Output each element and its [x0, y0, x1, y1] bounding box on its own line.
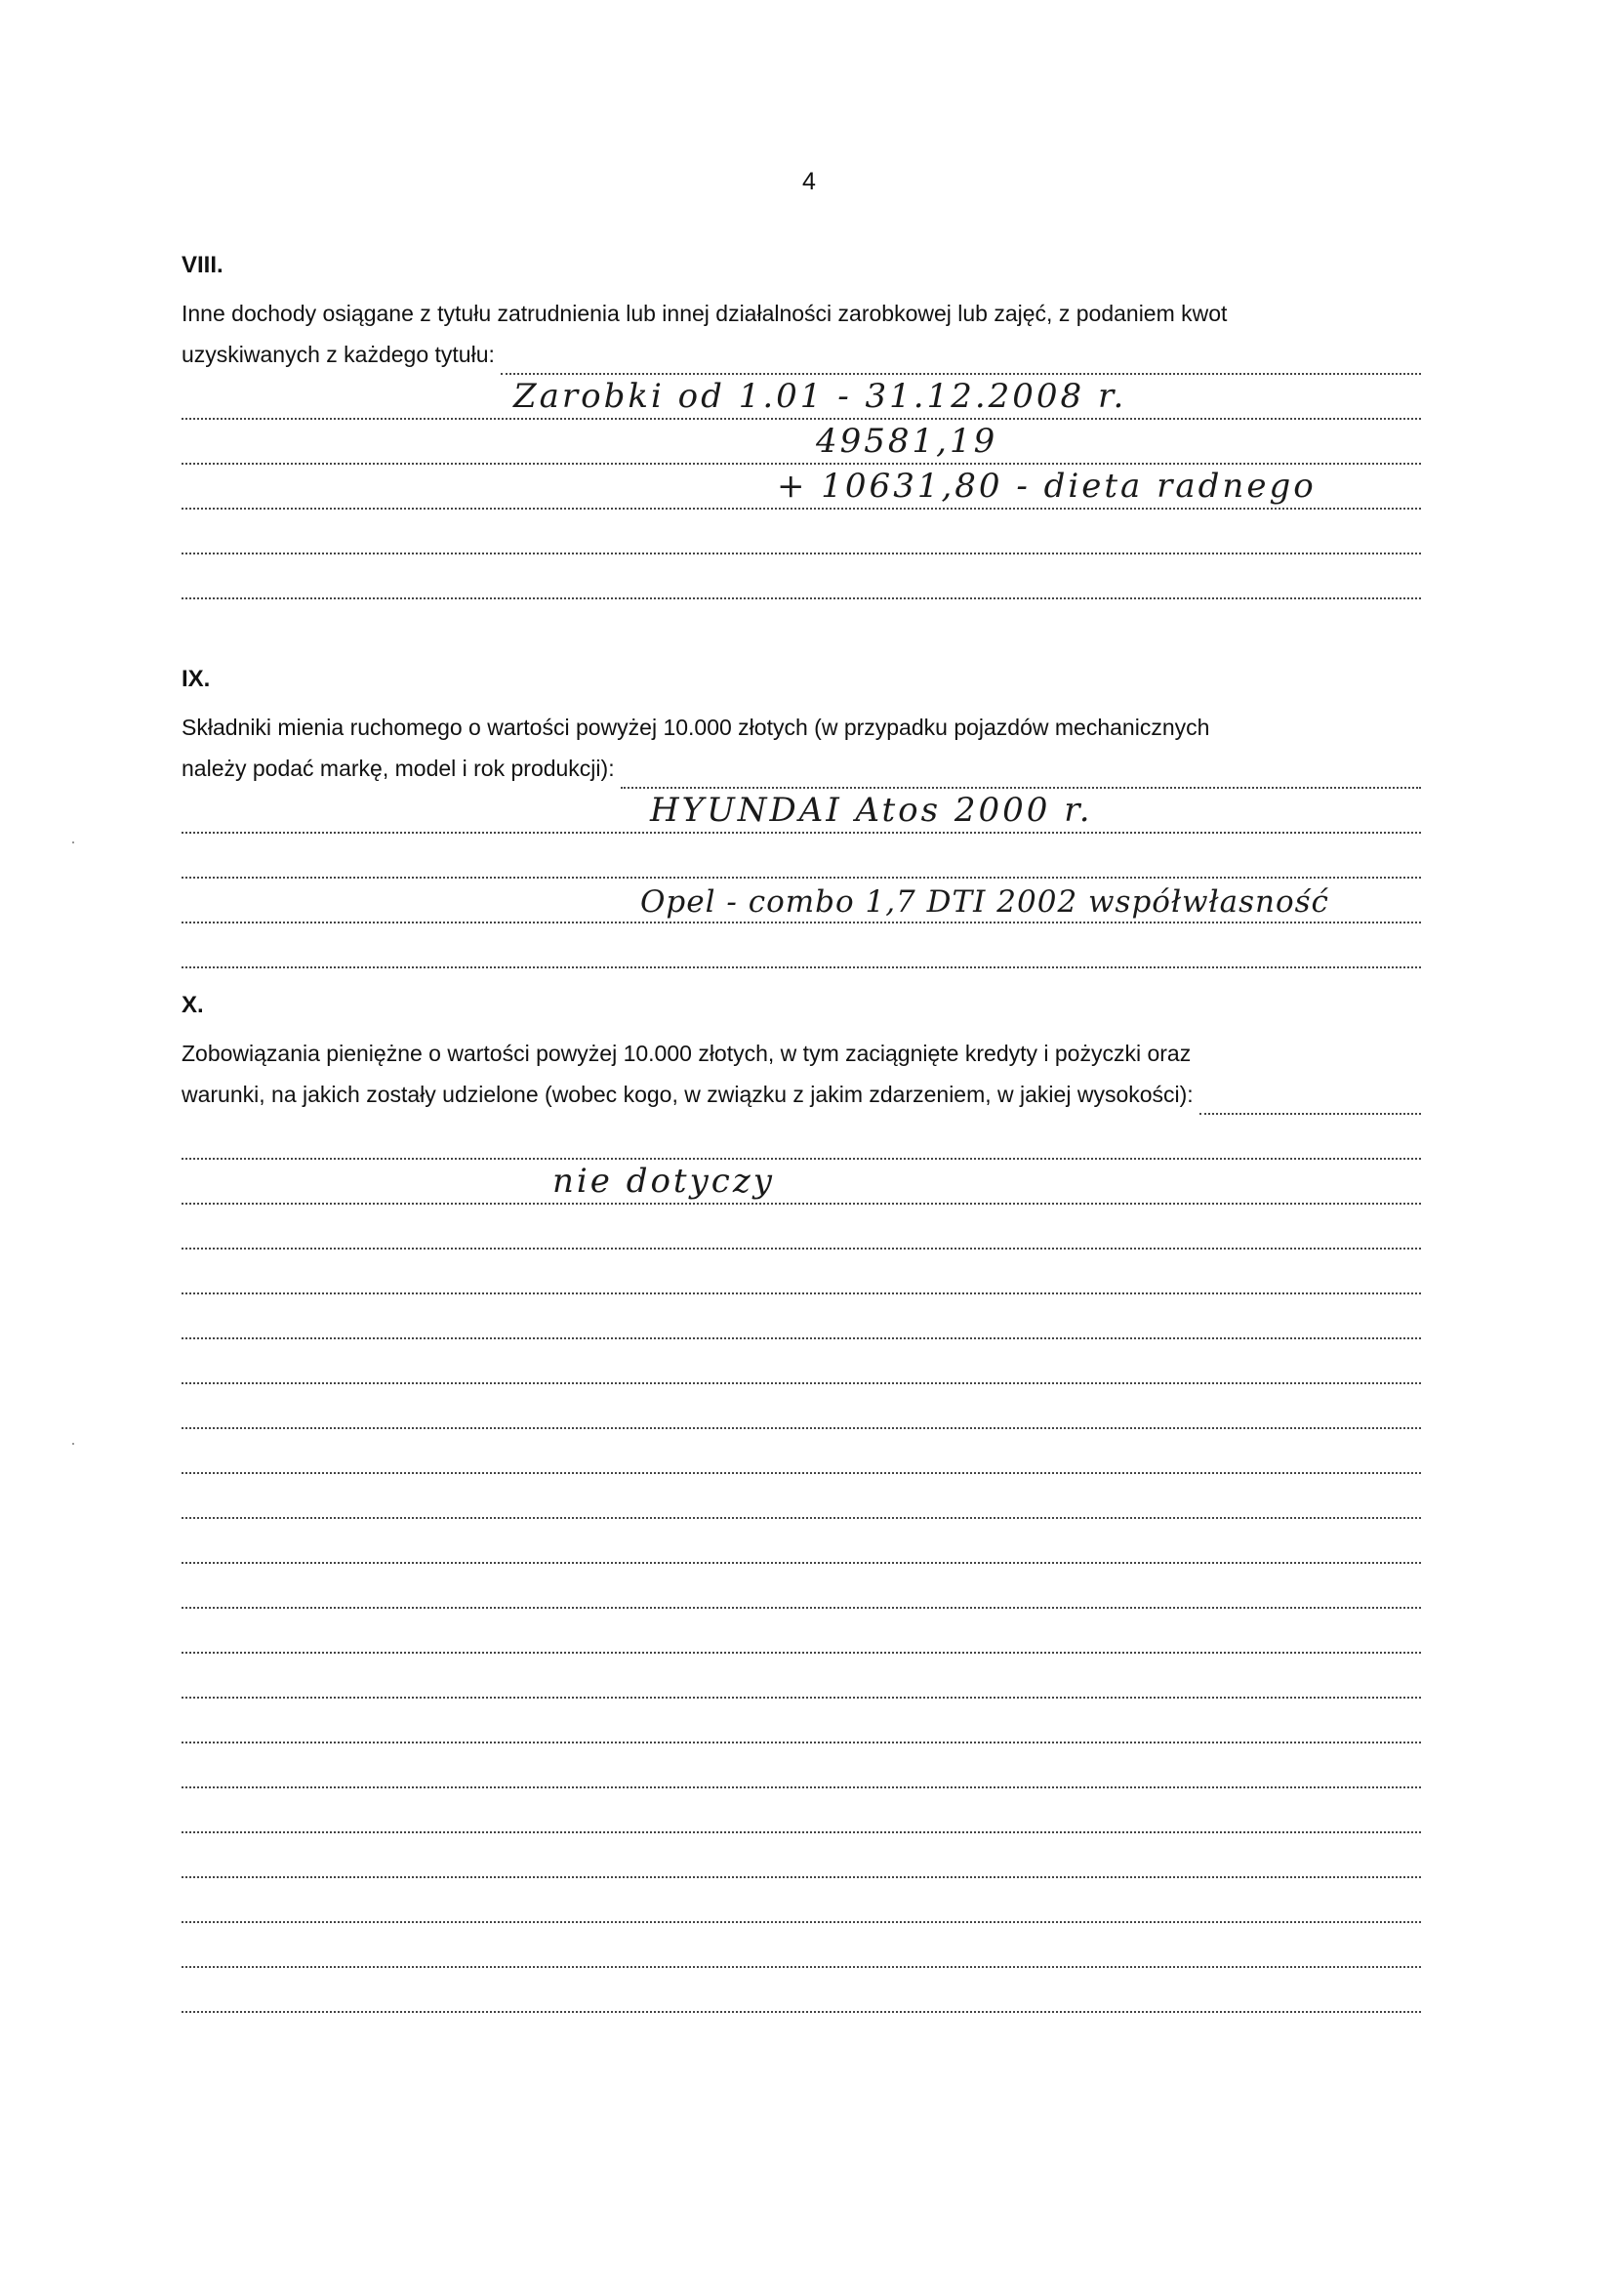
- answer-line: [182, 1609, 1421, 1654]
- section-description: Inne dochody osiągane z tytułu zatrudnienia lub innej działalności zarobkowej lub zajęć, z podaniem kwot: [182, 301, 1228, 326]
- handwritten-entry: nie dotyczy: [552, 1162, 775, 1201]
- dotted-fill: [1199, 1087, 1421, 1115]
- handwritten-entry: HYUNDAI Atos 2000 r.: [650, 791, 1093, 830]
- section-description-tail: [182, 1074, 1421, 1115]
- handwritten-entry: + 10631,80 - dieta radnego: [777, 467, 1317, 506]
- section-heading: VIII.: [182, 252, 223, 278]
- scan-mark: [72, 1443, 74, 1445]
- answer-line: [182, 1743, 1421, 1788]
- answer-line: [182, 1923, 1421, 1968]
- answer-line: [182, 420, 1421, 465]
- answer-line: [182, 1519, 1421, 1564]
- scan-mark: [72, 841, 74, 843]
- section-description: Zobowiązania pieniężne o wartości powyżej 10.000 złotych, w tym zaciągnięte kredyty i pożyczki oraz: [182, 1041, 1192, 1066]
- description-tail-text: warunki, na jakich zostały udzielone (wobec kogo, w związku z jakim zdarzeniem, w jakiej wysokości):: [182, 1082, 1194, 1107]
- description-tail-text: należy podać markę, model i rok produkcji):: [182, 756, 615, 781]
- answer-line: [182, 834, 1421, 879]
- section-heading: X.: [182, 992, 204, 1018]
- answer-line: [182, 1474, 1421, 1519]
- section-ix: [182, 666, 1421, 968]
- answer-line: [182, 1788, 1421, 1833]
- section-description-tail: [182, 334, 1421, 375]
- description-tail-text: uzyskiwanych z każdego tytułu:: [182, 342, 495, 367]
- answer-line: [182, 375, 1421, 420]
- answer-line: [182, 1294, 1421, 1339]
- answer-line: [182, 1160, 1421, 1205]
- handwritten-entry: 49581,19: [816, 422, 998, 461]
- section-description: Składniki mienia ruchomego o wartości powyżej 10.000 złotych (w przypadku pojazdów mechanicznych: [182, 715, 1210, 740]
- answer-line: [182, 1654, 1421, 1699]
- page-number: 4: [802, 168, 816, 195]
- dotted-fill: [501, 348, 1421, 375]
- answer-line: [182, 1205, 1421, 1250]
- answer-line: [182, 1429, 1421, 1474]
- answer-line: [182, 1699, 1421, 1743]
- answer-line: [182, 1384, 1421, 1429]
- answer-line: [182, 1115, 1421, 1160]
- answer-line: [182, 1250, 1421, 1294]
- answer-line: [182, 1564, 1421, 1609]
- answer-line: [182, 554, 1421, 599]
- answer-line: [182, 1878, 1421, 1923]
- answer-line: [182, 1339, 1421, 1384]
- section-description-tail: [182, 748, 1421, 789]
- dotted-fill: [621, 761, 1421, 789]
- section-viii: [182, 252, 1421, 599]
- section-x: [182, 992, 1421, 2013]
- handwritten-entry: Opel - combo 1,7 DTI 2002 współwłasność: [640, 884, 1329, 920]
- section-heading: IX.: [182, 666, 211, 692]
- answer-line: [182, 1833, 1421, 1878]
- handwritten-entry: Zarobki od 1.01 - 31.12.2008 r.: [513, 377, 1127, 416]
- answer-line: [182, 510, 1421, 554]
- answer-line: [182, 789, 1421, 834]
- answer-line: [182, 465, 1421, 510]
- answer-line: [182, 879, 1421, 923]
- answer-line: [182, 923, 1421, 968]
- answer-line: [182, 1968, 1421, 2013]
